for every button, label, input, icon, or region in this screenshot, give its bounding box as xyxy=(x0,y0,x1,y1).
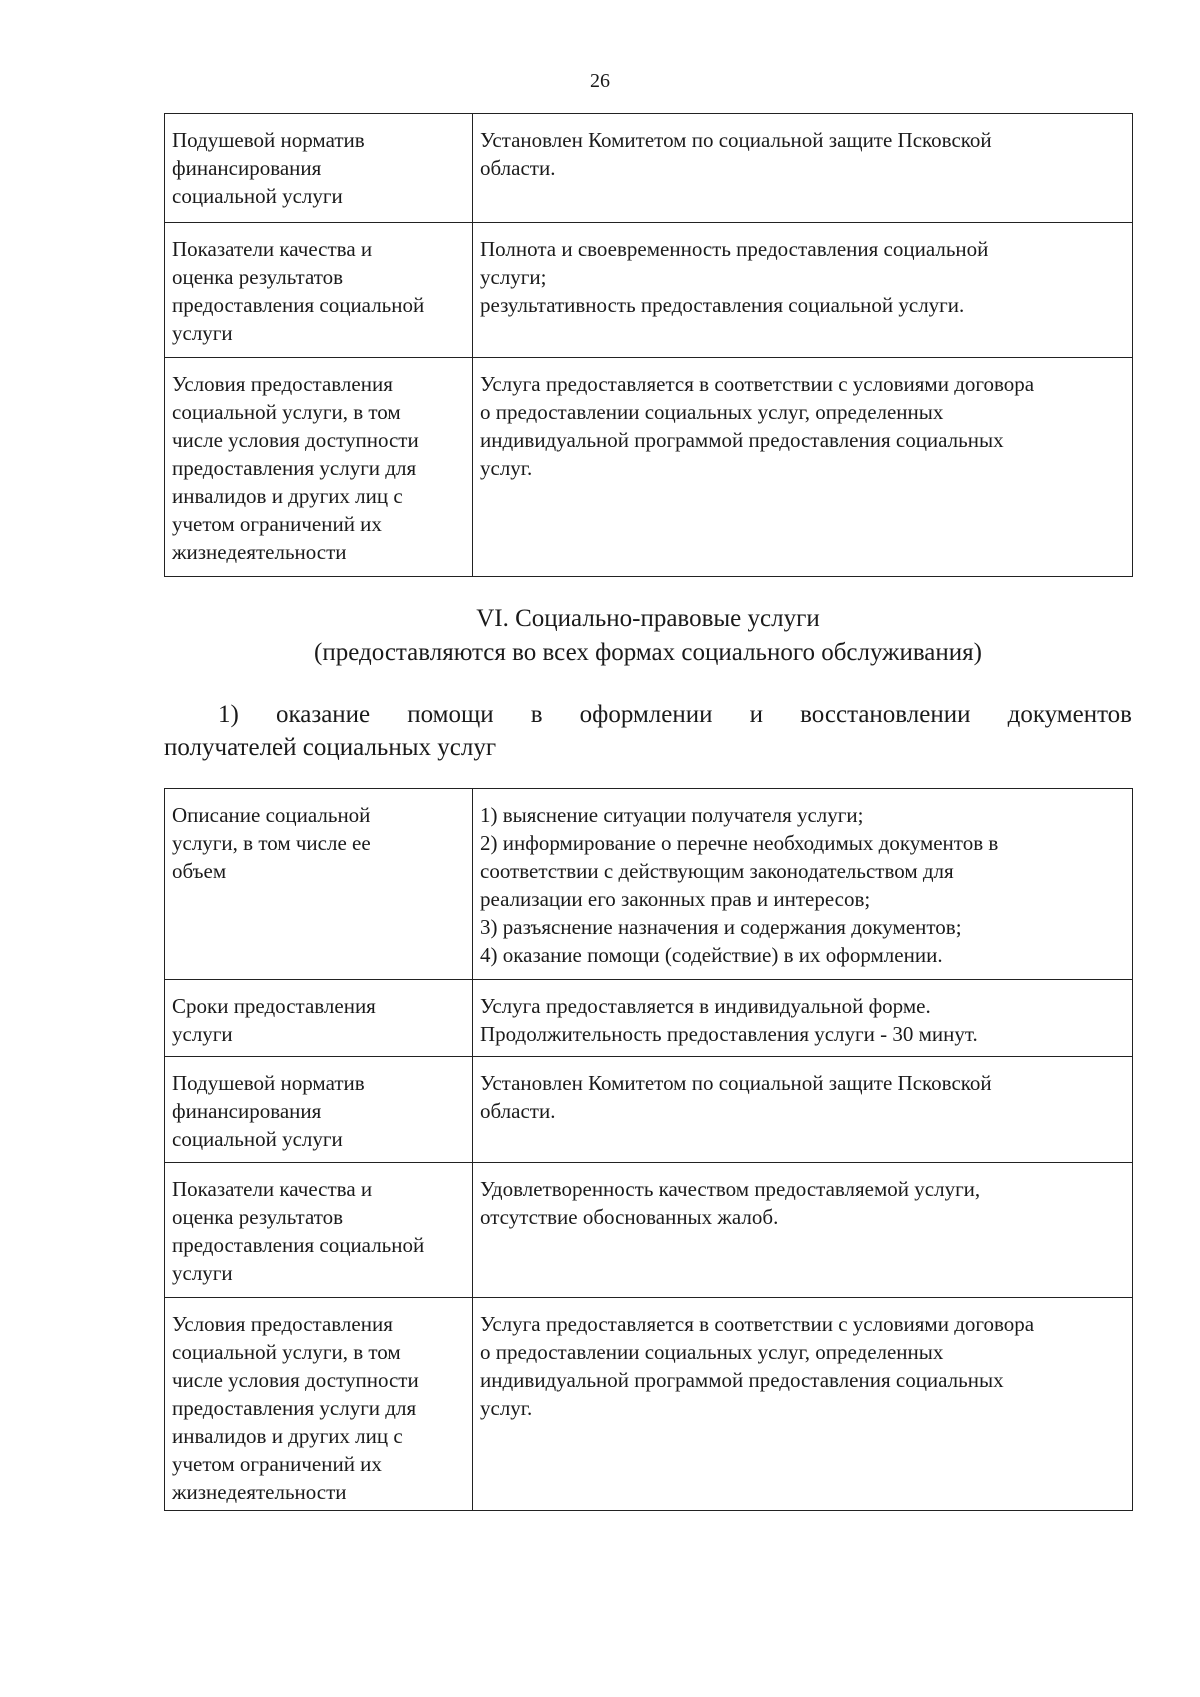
table-row xyxy=(165,114,1133,223)
row-label: Подушевой норматив финансирования социальной услуги xyxy=(165,114,473,223)
row-label: Сроки предоставления услуги xyxy=(165,980,473,1057)
row-label: Условия предоставления социальной услуги, в том числе условия доступности предоставления услуги для инвалидов и других лиц с учетом ограничений их жизнедеятельности xyxy=(165,358,473,577)
page-number: 26 xyxy=(590,70,610,92)
table-row xyxy=(165,1057,1133,1163)
row-label: Показатели качества и оценка результатов предоставления социальной услуги xyxy=(165,1163,473,1298)
row-label: Подушевой норматив финансирования социальной услуги xyxy=(165,1057,473,1163)
row-value: Услуга предоставляется в соответствии с условиями договора о предоставлении социальных услуг, определенных индивидуальной программой предоставления социальных услуг. xyxy=(473,358,1133,577)
item-title xyxy=(164,698,1132,764)
row-value: Удовлетворенность качеством предоставляемой услуги, отсутствие обоснованных жалоб. xyxy=(473,1163,1133,1298)
item-title-line-2: получателей социальных услуг xyxy=(164,734,497,761)
section-heading xyxy=(164,602,1132,670)
row-label: Показатели качества и оценка результатов предоставления социальной услуги xyxy=(165,223,473,358)
row-value: Услуга предоставляется в соответствии с условиями договора о предоставлении социальных услуг, определенных индивидуальной программой предоставления социальных услуг. xyxy=(473,1298,1133,1511)
table-row xyxy=(165,789,1133,980)
table-row xyxy=(165,1163,1133,1298)
service-table xyxy=(164,788,1133,1511)
row-value: Полнота и своевременность предоставления социальной услуги; результативность предоставления социальной услуги. xyxy=(473,223,1133,358)
row-value: Установлен Комитетом по социальной защите Псковской области. xyxy=(473,1057,1133,1163)
table-row xyxy=(165,223,1133,358)
table-row xyxy=(165,1298,1133,1511)
row-label: Описание социальной услуги, в том числе ее объем xyxy=(165,789,473,980)
row-value: 1) выяснение ситуации получателя услуги; 2) информирование о перечне необходимых документов в соответствии с действующим законодательством для реализации его законных прав и интересов; 3) разъяснение назначения и содержания документов; 4) оказание помощи (содействие) в их оформлении. xyxy=(473,789,1133,980)
section-title: VI. Социально-правовые услуги xyxy=(476,605,820,632)
row-value: Установлен Комитетом по социальной защите Псковской области. xyxy=(473,114,1133,223)
row-value: Услуга предоставляется в индивидуальной форме. Продолжительность предоставления услуги - 30 минут. xyxy=(473,980,1133,1057)
row-label: Условия предоставления социальной услуги, в том числе условия доступности предоставления услуги для инвалидов и других лиц с учетом ограничений их жизнедеятельности xyxy=(165,1298,473,1511)
item-title-line-1: 1) оказание помощи в оформлении и восстановлении документов xyxy=(218,701,1132,728)
service-table-continued xyxy=(164,113,1133,577)
table-row xyxy=(165,980,1133,1057)
section-subtitle: (предоставляются во всех формах социального обслуживания) xyxy=(314,639,982,666)
table-row xyxy=(165,358,1133,577)
